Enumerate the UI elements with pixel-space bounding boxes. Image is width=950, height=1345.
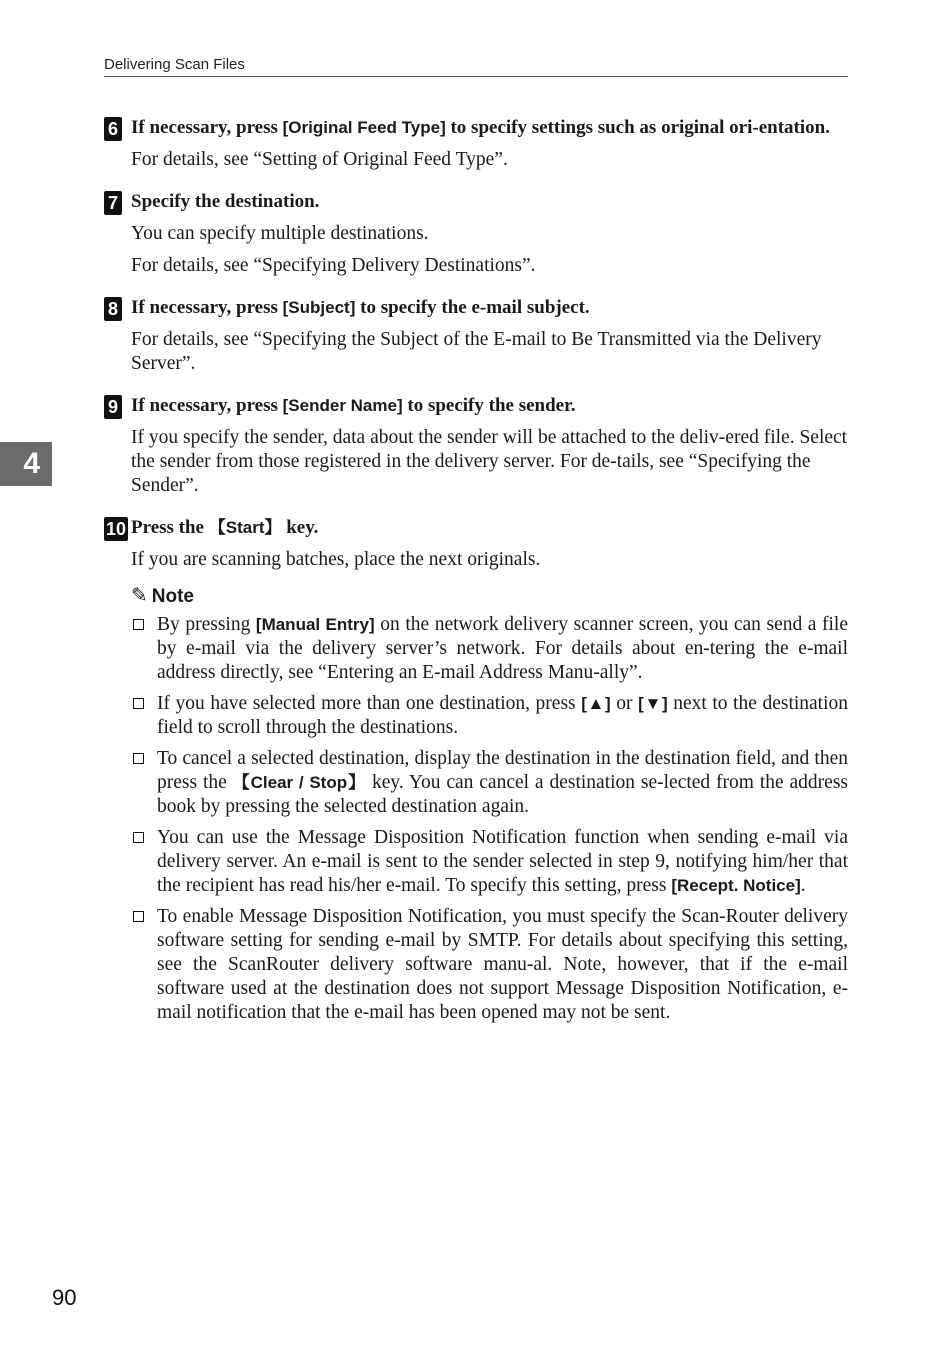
step-number: 10: [106, 519, 127, 539]
running-head: Delivering Scan Files: [104, 56, 848, 77]
step-number: 8: [104, 297, 122, 321]
note-heading: [131, 584, 848, 609]
page-number: 90: [52, 1285, 77, 1310]
note-item: [131, 747, 848, 819]
key-label: 【Clear / Stop】: [232, 773, 367, 792]
checkbox-bullet-icon: [133, 698, 144, 709]
step-paragraph: If you are scanning batches, place the next originals.: [131, 549, 541, 570]
step-body: [131, 328, 848, 376]
note-text: on the network delivery scanner screen, you can send a file by e-mail via the delivery server’s network. For details about en-tering the e-mail address directly, see “Entering an E-mail Address Manu-ally”.: [157, 614, 849, 683]
step-title-text: to specify the sender.: [402, 395, 576, 416]
checkbox-bullet-icon: [133, 911, 144, 922]
step-paragraph: If you specify the sender, data about the sender will be attached to the deliv-ered file. Select the sender from those registered in the delivery server. For de-tails, see “Specifying the Sender”.: [131, 427, 848, 496]
step-title-text: If necessary, press: [131, 297, 283, 318]
key-label: 【Start】: [208, 518, 282, 537]
note-text: If you have selected more than one destination, press: [157, 693, 582, 714]
step-9: [104, 394, 848, 498]
key-label: [Subject]: [282, 298, 356, 317]
step-title-text: key.: [281, 517, 319, 538]
note-text: You can use the Message Disposition Notification function when sending e-mail via delivery server. An e-mail is sent to the sender selected in step 9, notifying him/her that the recipient has read his/her e-mail. To specify this setting, press: [157, 827, 848, 896]
note-item: [131, 905, 848, 1025]
note-item: [131, 613, 848, 685]
key-label: [Recept. Notice]: [671, 876, 801, 895]
note-text: By pressing: [157, 614, 256, 635]
key-label: [Original Feed Type]: [282, 118, 446, 137]
chapter-tab: 4: [0, 442, 52, 486]
page-content: [104, 116, 848, 1043]
step-paragraph: For details, see “Specifying the Subject of the E-mail to Be Transmitted via the Delivery Server”.: [131, 329, 822, 374]
step-title: Specify the destination.: [131, 191, 320, 212]
step-6: [104, 116, 848, 172]
step-paragraph: For details, see “Setting of Original Feed Type”.: [131, 149, 508, 170]
step-title: [131, 116, 848, 140]
key-label: [▼]: [638, 694, 668, 713]
step-number: 6: [104, 117, 122, 141]
step-body: [131, 222, 848, 278]
note-heading-text: Note: [151, 586, 194, 607]
note-list: [131, 613, 848, 1025]
step-title: [131, 296, 848, 320]
note-item: [131, 692, 848, 740]
key-label: [Sender Name]: [282, 396, 403, 415]
step-body: [131, 426, 848, 498]
note-text: To enable Message Disposition Notification, you must specify the Scan-Router delivery software setting for sending e-mail by SMTP. For details about specifying this setting, see the ScanRouter delivery software manu-al. Note, however, that if the e-mail software used at the destination does not support Message Disposition Notification, e-mail notification that the e-mail has been opened may not be sent.: [157, 906, 848, 1023]
note-text: or: [610, 693, 639, 714]
step-number: 9: [104, 395, 122, 419]
step-title: [131, 516, 848, 540]
key-label: [▲]: [581, 694, 611, 713]
note-text: key. You can cancel a destination se-lected from the address book by pressing the selected destination again.: [157, 772, 848, 817]
step-10: [104, 516, 848, 1025]
step-number: 7: [104, 191, 122, 215]
step-body: [131, 548, 848, 572]
note-text: next to the destination field to scroll through the destinations.: [157, 693, 849, 738]
step-title-text: to specify settings such as original ori-entation.: [445, 117, 830, 138]
step-title-text: If necessary, press: [131, 117, 283, 138]
step-title-text: to specify the e-mail subject.: [355, 297, 590, 318]
note-text: .: [800, 875, 806, 896]
step-8: [104, 296, 848, 376]
note-text: To cancel a selected destination, display the destination in the destination field, and then press the: [157, 748, 848, 793]
note-item: [131, 826, 848, 898]
step-body: [131, 148, 848, 172]
checkbox-bullet-icon: [133, 619, 144, 630]
key-label: [Manual Entry]: [255, 615, 375, 634]
step-paragraph: For details, see “Specifying Delivery Destinations”.: [131, 255, 536, 276]
step-title-text: Press the: [131, 517, 209, 538]
checkbox-bullet-icon: [133, 832, 144, 843]
pencil-icon: ✎: [131, 585, 148, 607]
step-title-text: If necessary, press: [131, 395, 283, 416]
checkbox-bullet-icon: [133, 753, 144, 764]
step-title: [131, 394, 848, 418]
step-7: [104, 190, 848, 278]
step-paragraph: You can specify multiple destinations.: [131, 223, 429, 244]
